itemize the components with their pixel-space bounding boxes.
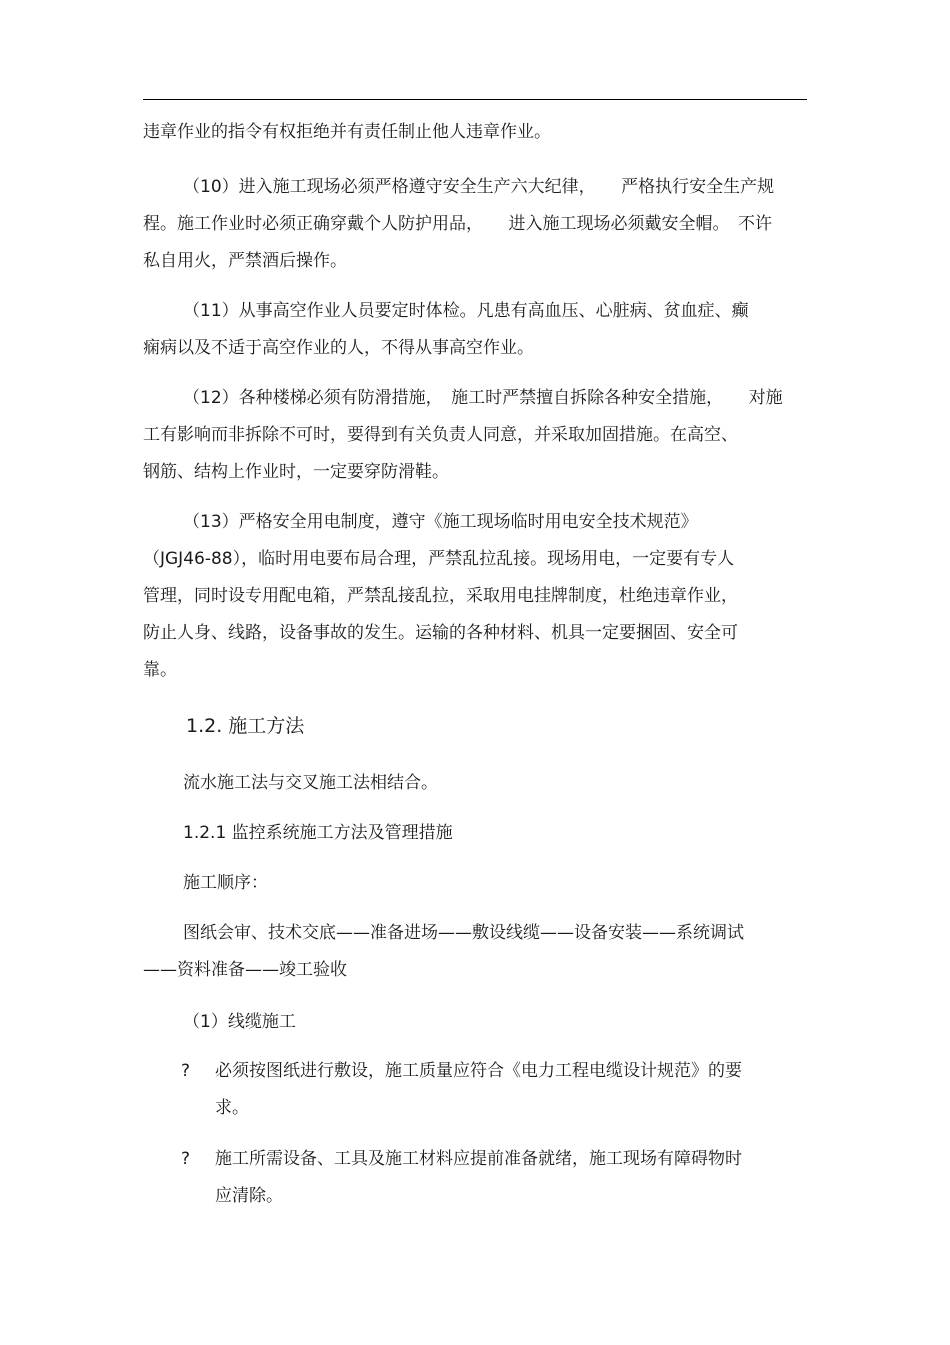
bullet-text: 求。: [215, 1098, 249, 1118]
paragraph-line: 私自用火，严禁酒后操作。: [143, 251, 347, 271]
method-intro: 流水施工法与交叉施工法相结合。: [183, 773, 438, 793]
sequence-line: 图纸会审、技术交底——准备进场——敷设线缆——设备安装——系统调试: [183, 923, 744, 943]
paragraph-line: 痫病以及不适于高空作业的人，不得从事高空作业。: [143, 338, 534, 358]
section-heading: 1.2. 施工方法: [186, 715, 305, 737]
paragraph-line: 违章作业的指令有权拒绝并有责任制止他人违章作业。: [143, 122, 551, 142]
bullet-text: 必须按图纸进行敷设，施工质量应符合《电力工程电缆设计规范》的要: [215, 1061, 742, 1081]
bullet-marker: ?: [181, 1061, 191, 1081]
paragraph-line: （13）严格安全用电制度，遵守《施工现场临时用电安全技术规范》: [183, 512, 698, 532]
sequence-label: 施工顺序：: [183, 873, 268, 893]
bullet-marker: ?: [181, 1149, 191, 1169]
paragraph-line: 靠。: [143, 660, 177, 680]
header-rule: [143, 99, 807, 100]
bullet-text: 施工所需设备、工具及施工材料应提前准备就绪，施工现场有障碍物时: [215, 1149, 742, 1169]
paragraph-line: 程。施工作业时必须正确穿戴个人防护用品， 进入施工现场必须戴安全帽。 不许: [143, 214, 772, 234]
paragraph-line: （JGJ46-88），临时用电要布局合理，严禁乱拉乱接。现场用电，一定要有专人: [143, 549, 735, 569]
bullet-text: 应清除。: [215, 1186, 283, 1206]
paragraph-line: 钢筋、结构上作业时，一定要穿防滑鞋。: [143, 462, 449, 482]
paragraph-line: （12）各种楼梯必须有防滑措施， 施工时严禁擅自拆除各种安全措施， 对施: [183, 388, 783, 408]
cable-heading: （1）线缆施工: [183, 1012, 296, 1032]
paragraph-line: 管理，同时设专用配电箱，严禁乱接乱拉，采取用电挂牌制度，杜绝违章作业，: [143, 586, 738, 606]
subsection-heading: 1.2.1 监控系统施工方法及管理措施: [183, 823, 453, 843]
paragraph-line: 工有影响而非拆除不可时，要得到有关负责人同意，并采取加固措施。在高空、: [143, 425, 738, 445]
sequence-line: ——资料准备——竣工验收: [143, 960, 347, 980]
paragraph-line: 防止人身、线路，设备事故的发生。运输的各种材料、机具一定要捆固、安全可: [143, 623, 738, 643]
paragraph-line: （10）进入施工现场必须严格遵守安全生产六大纪律， 严格执行安全生产规: [183, 177, 775, 197]
paragraph-line: （11）从事高空作业人员要定时体检。凡患有高血压、心脏病、贫血症、癫: [183, 301, 749, 321]
